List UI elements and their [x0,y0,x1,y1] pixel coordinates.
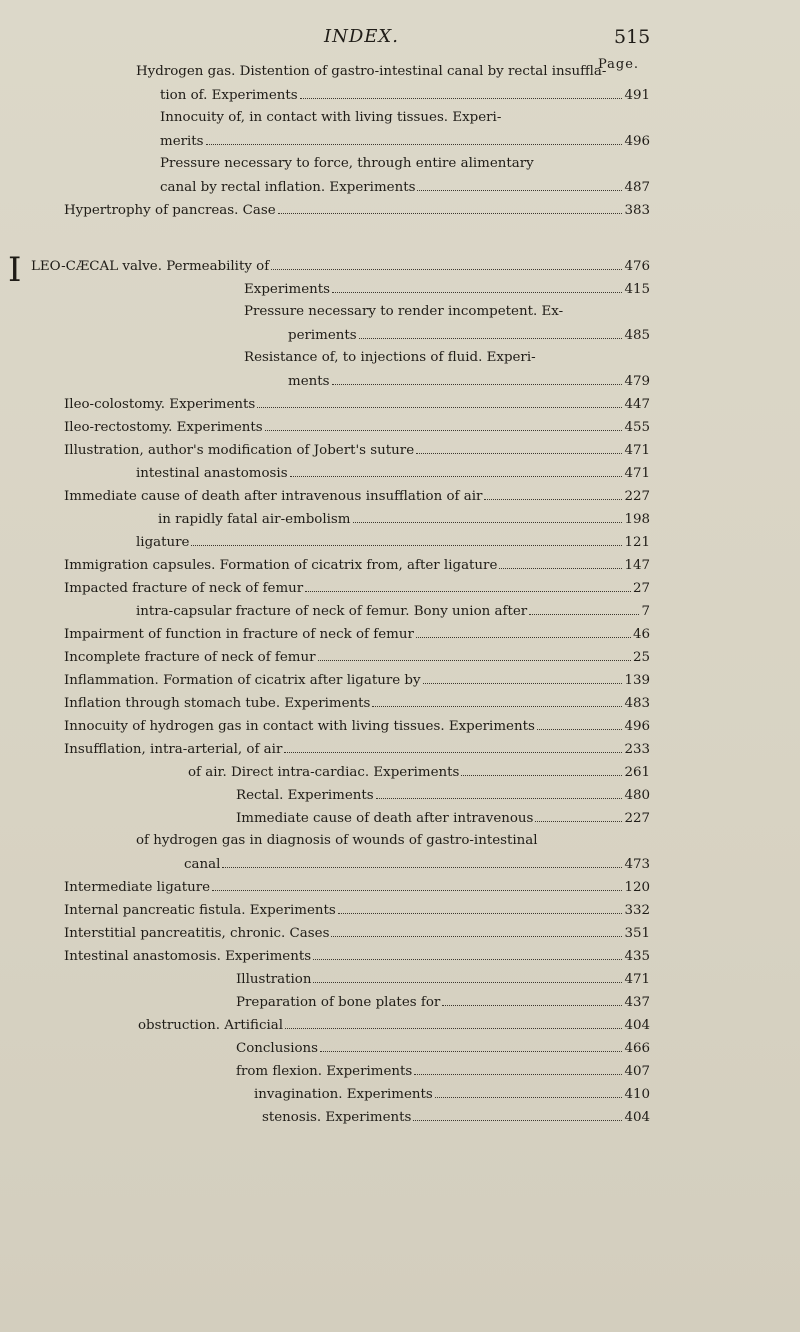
entry-page-number: 471 [624,466,650,481]
index-entry [136,64,606,86]
entry-text: canal [184,857,221,872]
entry-page-number: 487 [624,180,650,195]
entry-text: Illustration, author's modification of Jobert's suture [64,443,415,458]
entry-text: Immigration capsules. Formation of cicatrix from, after ligature [64,558,498,573]
leader-dots [284,741,622,753]
index-entry [64,649,650,671]
page-number: 515 [614,26,651,48]
leader-dots [222,856,622,868]
entry-page-number: 496 [624,134,650,149]
index-entry [288,327,650,349]
leader-dots [529,603,639,615]
leader-dots [290,465,623,477]
entry-text: stenosis. Experiments [262,1110,412,1125]
entry-page-number: 471 [624,443,650,458]
index-entry [244,350,536,372]
index-entry [64,902,650,924]
leader-dots [271,258,622,270]
entry-page-number: 120 [624,880,650,895]
entry-page-number: 25 [632,650,650,665]
leader-dots [417,179,622,191]
entry-text: from flexion. Experiments [236,1064,413,1079]
leader-dots [372,695,622,707]
entry-text: Inflation through stomach tube. Experiments [64,696,371,711]
entry-page-number: 147 [624,558,650,573]
leader-dots [313,948,622,960]
index-entry [64,442,650,464]
index-entry [244,281,650,303]
entry-page-number: 471 [624,972,650,987]
index-entry [254,1086,650,1108]
leader-dots [191,534,622,546]
index-entry [160,179,650,201]
index-entry [64,695,650,717]
entry-page-number: 139 [624,673,650,688]
leader-dots [320,1040,622,1052]
leader-dots [376,787,623,799]
index-entry [136,465,650,487]
entry-page-number: 476 [624,259,650,274]
index-entry [236,810,650,832]
entry-text: Insufflation, intra-arterial, of air [64,742,283,757]
leader-dots [423,672,623,684]
leader-dots [413,1109,622,1121]
leader-dots [461,764,622,776]
index-entry [64,879,650,901]
entry-page-number: 351 [624,926,650,941]
entry-page-number: 480 [624,788,650,803]
entry-text: intra-capsular fracture of neck of femur. Bony union after [136,604,528,619]
leader-dots [318,649,631,661]
leader-dots [359,327,623,339]
entry-text: canal by rectal inflation. Experiments [160,180,416,195]
leader-dots [285,1017,622,1029]
leader-dots [265,419,623,431]
entry-text: Immediate cause of death after intravenous insufflation of air [64,489,483,504]
entry-page-number: 261 [624,765,650,780]
leader-dots [353,511,623,523]
entry-text: LEO-CÆCAL valve. Permeability of [31,259,270,274]
entry-page-number: 496 [624,719,650,734]
entry-text: Internal pancreatic fistula. Experiments [64,903,336,918]
leader-dots [338,902,623,914]
entry-page-number: 233 [624,742,650,757]
index-entry [160,133,650,155]
index-entry [64,419,650,441]
entry-page-number: 46 [632,627,650,642]
index-entry [64,580,650,602]
entry-page-number: 410 [624,1087,650,1102]
entry-page-number: 227 [624,811,650,826]
entry-text: Hydrogen gas. Distention of gastro-intestinal canal by rectal insuffla- [136,64,607,79]
leader-dots [499,557,622,569]
leader-dots [416,442,622,454]
entry-text: Hypertrophy of pancreas. Case [64,203,276,218]
leader-dots [332,281,622,293]
entry-text: Resistance of, to injections of fluid. Experi- [244,350,536,365]
entry-text: of air. Direct intra-cardiac. Experiments [188,765,460,780]
leader-dots [332,373,623,385]
entry-text: obstruction. Artificial [138,1018,283,1033]
index-entry [158,511,650,533]
entry-text: Pressure necessary to force, through entire alimentary [160,156,534,171]
entry-text: Inflammation. Formation of cicatrix after ligature by [64,673,421,688]
leader-dots [331,925,622,937]
entry-page-number: 407 [624,1064,650,1079]
index-entry [160,87,650,109]
index-entry [236,994,650,1016]
entry-page-number: 466 [624,1041,650,1056]
entry-text: periments [288,328,357,343]
entry-page-number: 491 [624,88,650,103]
entry-text: Experiments [244,282,331,297]
entry-text: Innocuity of hydrogen gas in contact with living tissues. Experiments [64,719,535,734]
entry-text: invagination. Experiments [254,1087,433,1102]
entry-text: Incomplete fracture of neck of femur [64,650,316,665]
index-entry [236,1063,650,1085]
entry-text: ments [288,374,330,389]
entry-text: Pressure necessary to render incompetent. Ex- [244,304,564,319]
entry-text: Interstitial pancreatitis, chronic. Cases [64,926,330,941]
entry-page-number: 447 [624,397,650,412]
index-entry [64,948,650,970]
leader-dots [257,396,622,408]
entry-page-number: 332 [624,903,650,918]
index-entry [64,718,650,740]
entry-text: Ileo-colostomy. Experiments [64,397,256,412]
entry-page-number: 121 [624,535,650,550]
entry-text: in rapidly fatal air-embolism [158,512,351,527]
index-entry [64,396,650,418]
index-entry [160,110,501,132]
index-entry [31,258,650,280]
entry-text: Rectal. Experiments [236,788,374,803]
index-entry [236,971,650,993]
entry-page-number: 435 [624,949,650,964]
entry-text: Preparation of bone plates for [236,995,441,1010]
index-entry [64,626,650,648]
leader-dots [212,879,622,891]
entry-page-number: 483 [624,696,650,711]
entry-text: Impacted fracture of neck of femur [64,581,304,596]
leader-dots [416,626,631,638]
entry-page-number: 485 [624,328,650,343]
entry-text: intestinal anastomosis [136,466,288,481]
entry-text: merits [160,134,204,149]
entry-page-number: 404 [624,1018,650,1033]
index-entry [136,603,650,625]
index-entry [64,672,650,694]
entry-text: Conclusions [236,1041,319,1056]
index-entry [64,488,650,510]
index-entry [136,534,650,556]
entry-text: Innocuity of, in contact with living tissues. Experi- [160,110,502,125]
entry-text: Impairment of function in fracture of neck of femur [64,627,414,642]
entry-page-number: 7 [641,604,650,619]
index-entry [64,557,650,579]
index-entry [236,1040,650,1062]
drop-cap: I [8,250,22,290]
index-entry [188,764,650,786]
index-entry [244,304,563,326]
entry-text: Illustration [236,972,312,987]
entry-page-number: 437 [624,995,650,1010]
index-entry [236,787,650,809]
leader-dots [278,202,623,214]
leader-dots [537,718,623,730]
entry-page-number: 479 [624,374,650,389]
leader-dots [442,994,622,1006]
entry-text: of hydrogen gas in diagnosis of wounds of gastro-intestinal [136,833,538,848]
entry-text: tion of. Experiments [160,88,298,103]
index-entry [184,856,650,878]
entry-page-number: 415 [624,282,650,297]
entry-text: Immediate cause of death after intravenous [236,811,534,826]
entry-page-number: 404 [624,1110,650,1125]
leader-dots [300,87,623,99]
entry-page-number: 473 [624,857,650,872]
index-entry [136,833,538,855]
leader-dots [305,580,631,592]
entry-text: Intermediate ligature [64,880,211,895]
entry-text: Intestinal anastomosis. Experiments [64,949,312,964]
leader-dots [435,1086,623,1098]
leader-dots [313,971,622,983]
entry-page-number: 227 [624,489,650,504]
leader-dots [535,810,622,822]
leader-dots [484,488,622,500]
index-entry [262,1109,650,1131]
index-entry [64,925,650,947]
page-column-label: Page. [598,57,640,72]
entry-page-number: 27 [632,581,650,596]
index-entry [138,1017,650,1039]
leader-dots [206,133,623,145]
index-entry [288,373,650,395]
entry-page-number: 455 [624,420,650,435]
running-title: INDEX. [324,26,399,47]
leader-dots [414,1063,622,1075]
index-entry [160,156,534,178]
entry-page-number: 198 [624,512,650,527]
entry-page-number: 383 [624,203,650,218]
page-header [0,26,800,50]
index-entry [64,741,650,763]
index-entry [64,202,650,224]
entry-text: Ileo-rectostomy. Experiments [64,420,263,435]
entry-text: ligature [136,535,190,550]
